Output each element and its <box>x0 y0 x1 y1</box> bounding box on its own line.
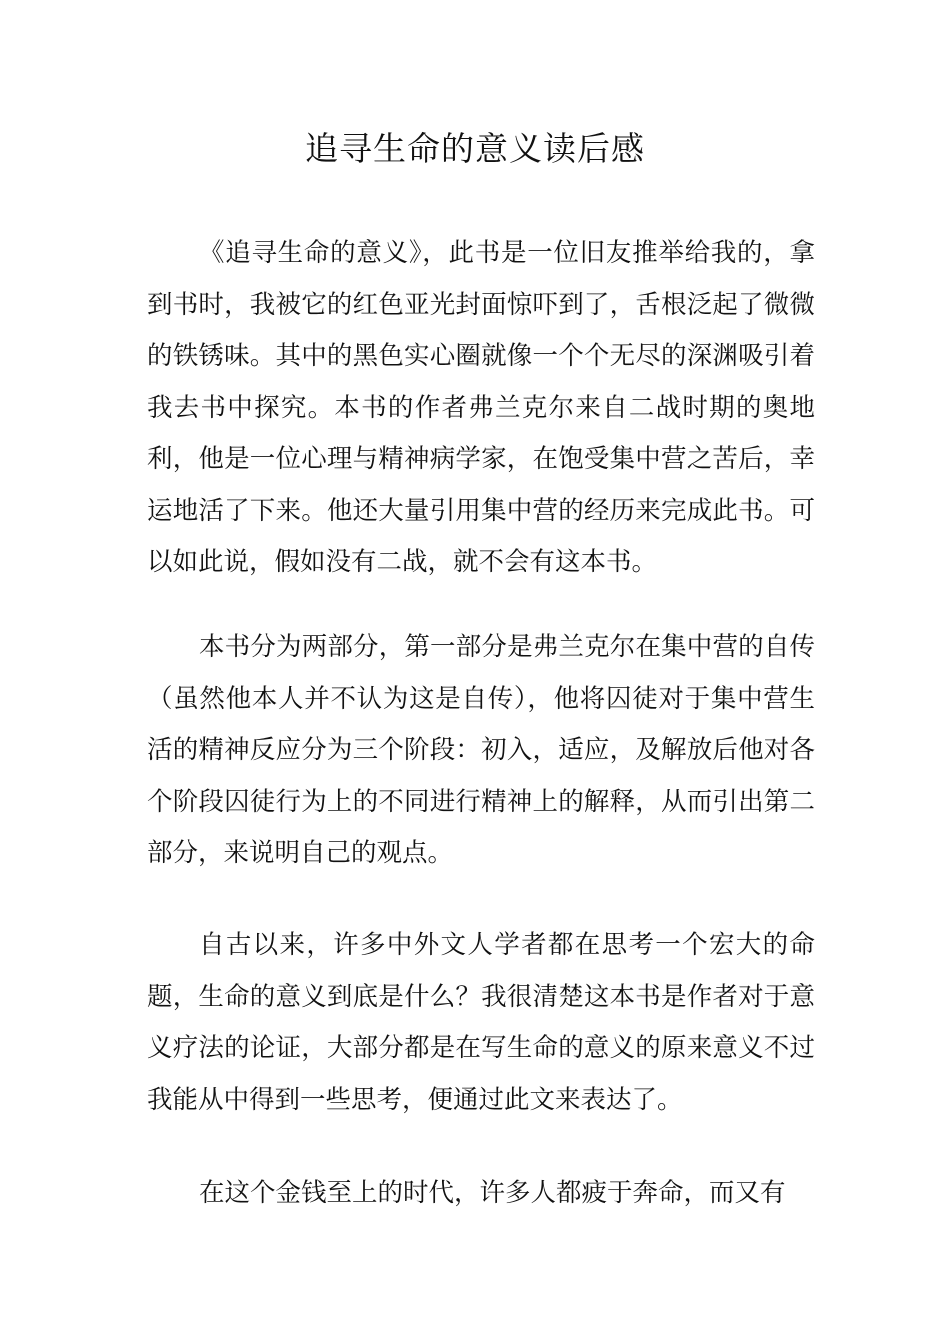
paragraph-2: 本书分为两部分，第一部分是弗兰克尔在集中营的自传（虽然他本人并不认为这是自传），他将囚徒对于集中营生活的精神反应分为三个阶段：初入，适应，及解放后他对各个阶段囚徒行为上的不同进行精神上的解释，从而引出第二部分，来说明自己的观点。 <box>147 632 815 868</box>
document-title: 追寻生命的意义读后感 <box>305 129 645 168</box>
paragraph-1: 《追寻生命的意义》，此书是一位旧友推举给我的，拿到书时，我被它的红色亚光封面惊吓到了，舌根泛起了微微的铁锈味。其中的黑色实心圈就像一个个无尽的深渊吸引着我去书中探究。本书的作者弗兰克尔来自二战时期的奥地利，他是一位心理与精神病学家，在饱受集中营之苦后，幸运地活了下来。他还大量引用集中营的经历来完成此书。可以如此说，假如没有二战，就不会有这本书。 <box>147 238 815 577</box>
paragraph-4: 在这个金钱至上的时代，许多人都疲于奔命，而又有 <box>199 1178 786 1208</box>
paragraph-3: 自古以来，许多中外文人学者都在思考一个宏大的命题，生命的意义到底是什么？我很清楚这本书是作者对于意义疗法的论证，大部分都是在写生命的意义的原来意义不过我能从中得到一些思考，便通过此文来表达了。 <box>147 930 815 1115</box>
